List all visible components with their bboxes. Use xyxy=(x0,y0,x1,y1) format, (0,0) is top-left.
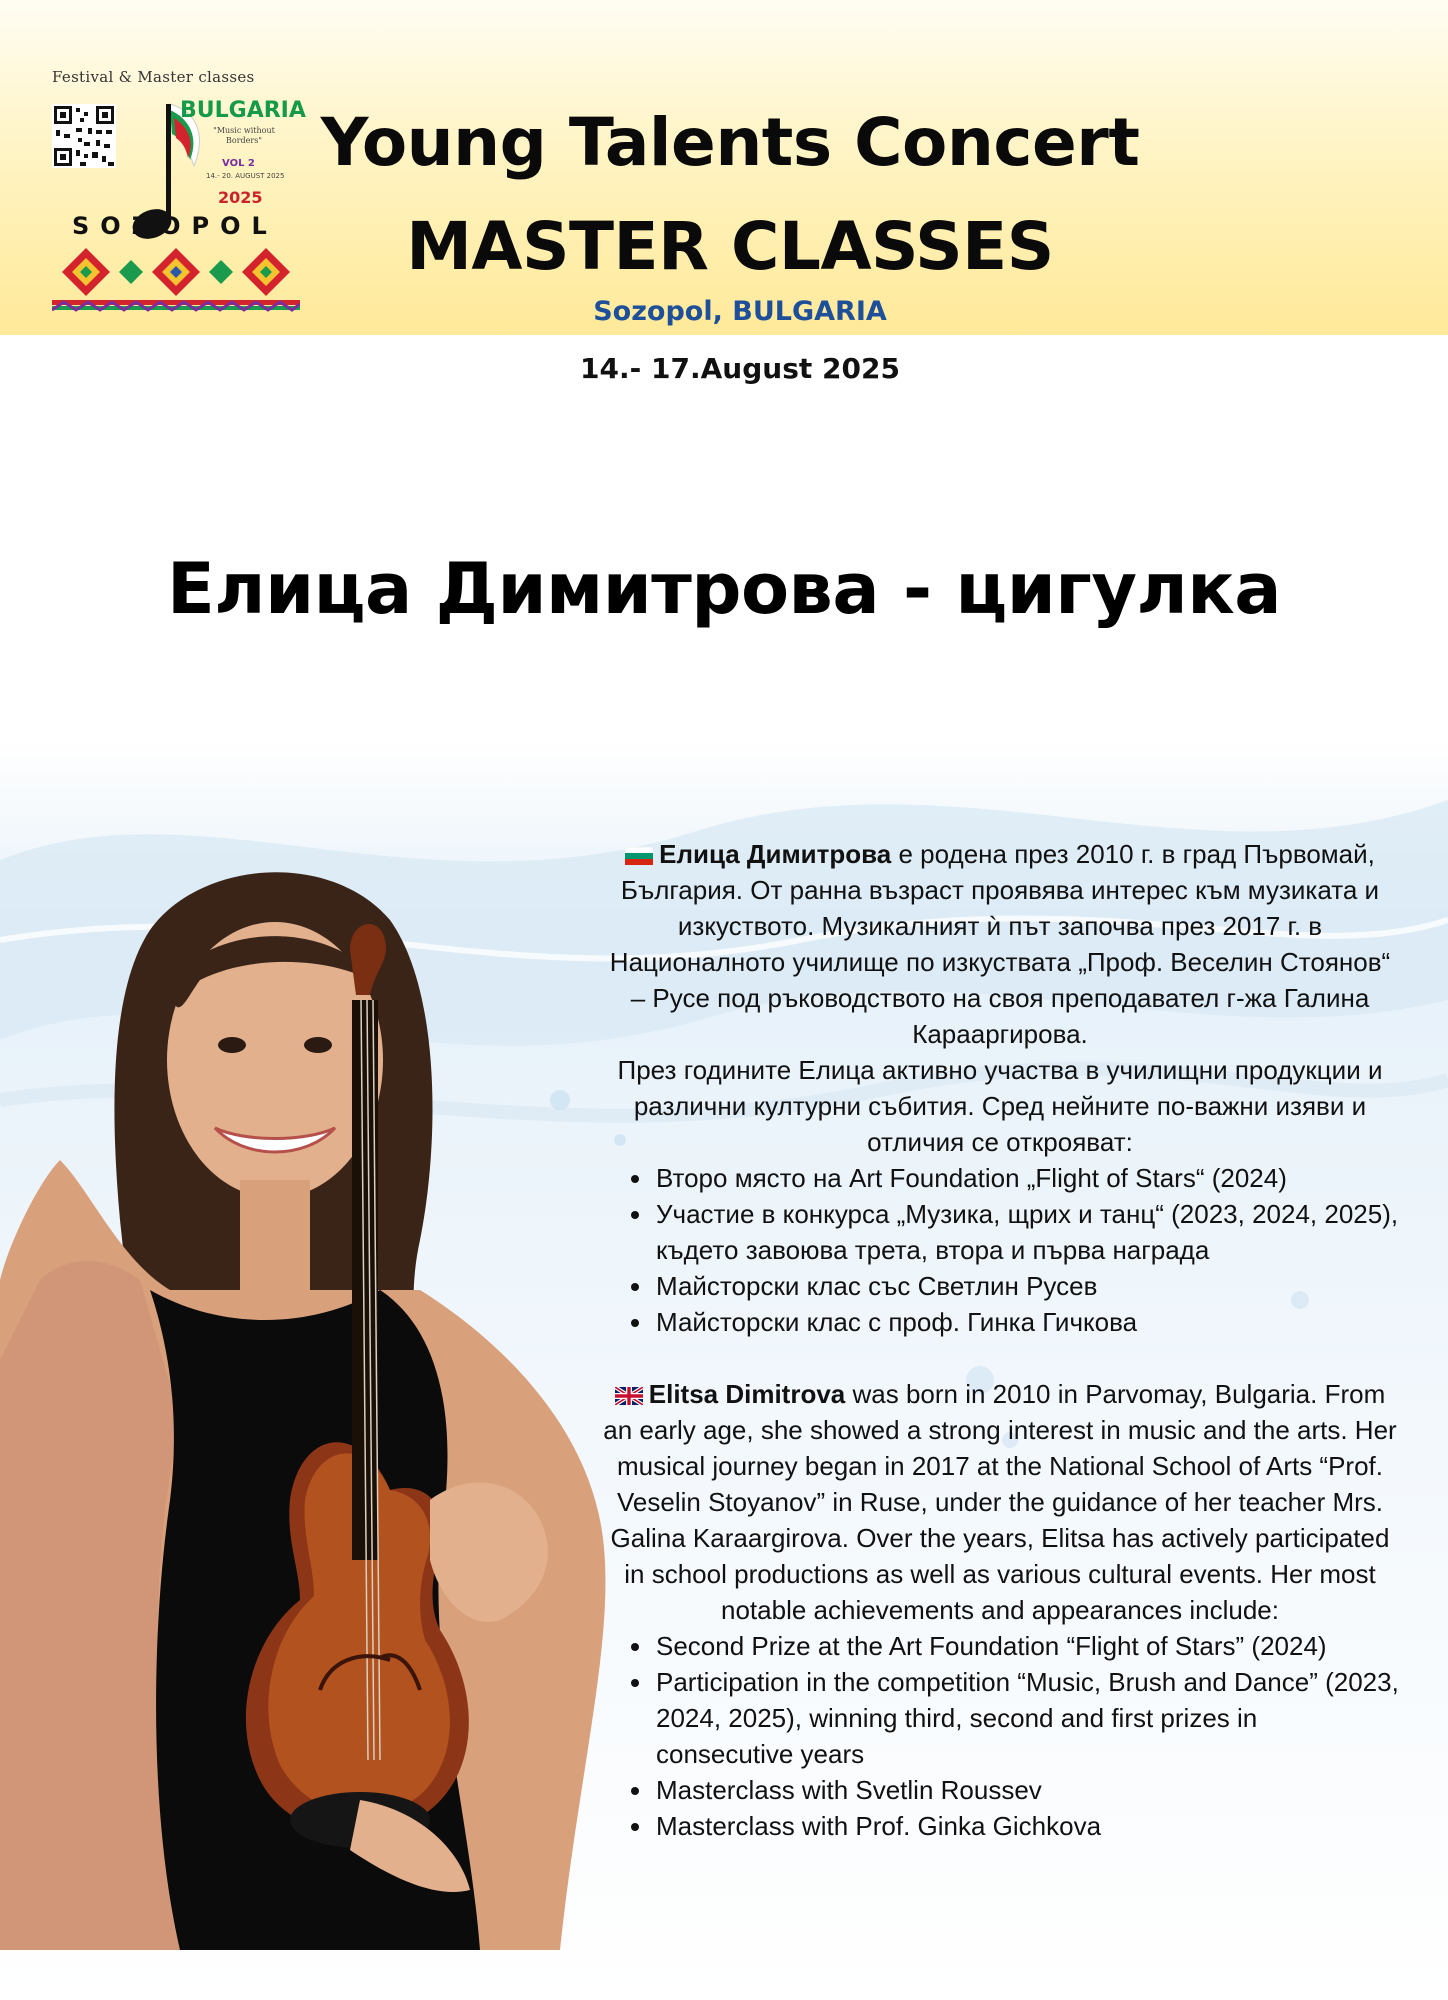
qr-code-icon xyxy=(52,104,116,168)
location: Sozopol, BULGARIA xyxy=(593,296,887,327)
logo-volume: VOL 2 xyxy=(222,158,255,169)
bio-bg-paragraph-1 xyxy=(600,836,1400,1052)
logo-country: BULGARIA xyxy=(180,98,306,123)
title-line-2: MASTER CLASSES xyxy=(406,208,1054,285)
event-dates: 14.- 17.August 2025 xyxy=(580,352,900,385)
logo-dates: 14.- 20. AUGUST 2025 xyxy=(206,172,285,180)
festival-label: Festival & Master classes xyxy=(52,68,255,86)
list-item: • Майсторски клас с проф. Гинка Гичкова xyxy=(654,1304,1400,1340)
bio-en-intro: was born in 2010 in Parvomay, Bulgaria. From an early age, she showed a strong interest in music and the arts. Her musical journey began in 2017 at the National School of Arts “Prof. Veselin Stoyanov” in Ruse, under the guidance of her teacher Mrs. Galina Karaargirova. Over the years, Elitsa has actively participated in school productions as well as various cultural events. Her most notable achievements and appearances include: xyxy=(603,1379,1397,1625)
bio-en-paragraph xyxy=(600,1376,1400,1628)
bulgarian-flag-icon xyxy=(625,847,653,865)
logo-city: SOZOPOL xyxy=(72,212,278,240)
bio-bg-paragraph-2: През годините Елица активно участва в училищни продукции и различни културни събития. Сред нейните по-важни изяви и отличия се открояват: xyxy=(617,1055,1383,1157)
bio-bg-list xyxy=(600,1160,1400,1340)
list-item: • Participation in the competition “Music, Brush and Dance” (2023, 2024, 2025), winning third, second and first prizes in consecutive years xyxy=(654,1664,1400,1772)
list-item: • Second Prize at the Art Foundation “Flight of Stars” (2024) xyxy=(654,1628,1400,1664)
list-item: • Майсторски клас със Светлин Русев xyxy=(654,1268,1400,1304)
bio-bg-name: Елица Димитрова xyxy=(659,839,892,869)
bio-en-name: Elitsa Dimitrova xyxy=(648,1379,846,1409)
biography xyxy=(600,836,1400,1844)
logo-year: 2025 xyxy=(218,188,263,207)
uk-flag-icon xyxy=(615,1387,643,1405)
bio-bg-intro: е родена през 2010 г. в град Първомай, България. От ранна възраст проявява интерес към музиката и изкуството. Музикалният ѝ път започва през 2017 г. в Националното училище по изкуствата „Проф. Веселин Стоянов“ – Русе под ръководството на своя преподавател г-жа Галина Карааргирова. xyxy=(609,839,1391,1049)
bio-en-list xyxy=(600,1628,1400,1844)
logo-motto: "Music without Borders" xyxy=(213,126,275,145)
performer-title: Елица Димитрова - цигулка xyxy=(166,548,1282,630)
list-item: • Masterclass with Svetlin Roussev xyxy=(654,1772,1400,1808)
title-line-1: Young Talents Concert xyxy=(320,104,1140,181)
list-item: • Masterclass with Prof. Ginka Gichkova xyxy=(654,1808,1400,1844)
list-item: • Участие в конкурса „Музика, щрих и танц“ (2023, 2024, 2025), където завоюва трета, втора и първа награда xyxy=(654,1196,1400,1268)
list-item: • Второ място на Art Foundation „Flight of Stars“ (2024) xyxy=(654,1160,1400,1196)
performer-photo xyxy=(0,860,620,1950)
